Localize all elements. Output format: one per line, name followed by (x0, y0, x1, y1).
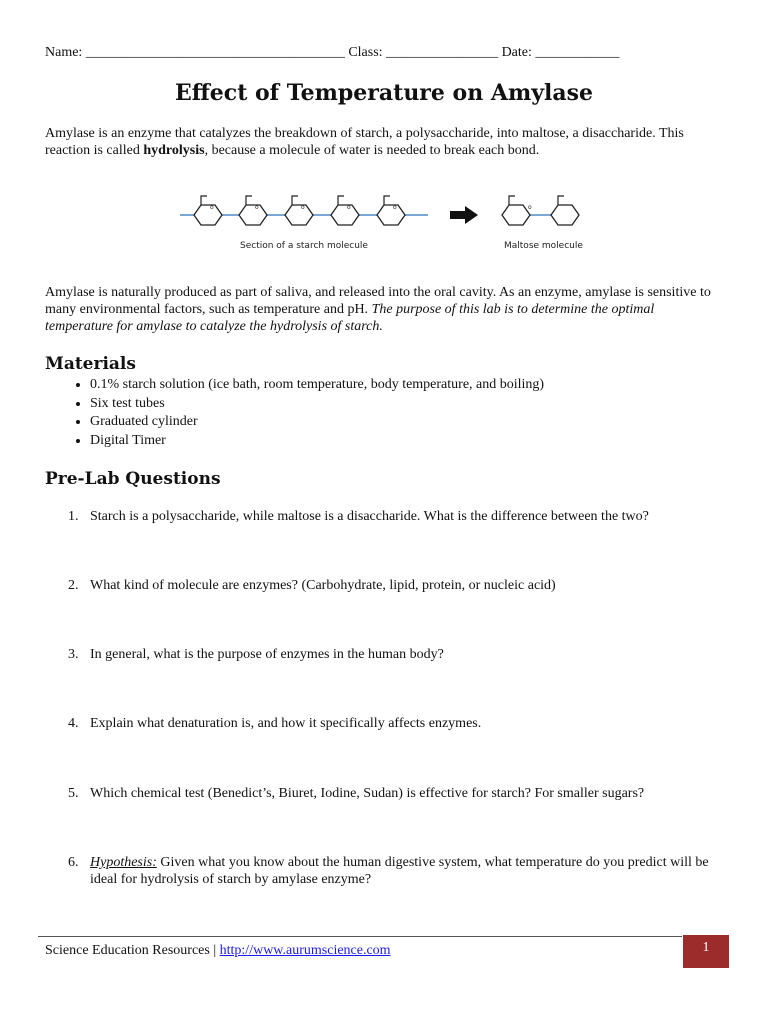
purpose-text: Amylase is naturally produced as part of saliva, and released into the oral cavity. As an enzyme, amylase is sensitive to many environmental factors, such as temperature and pH. (45, 285, 711, 317)
starch-hydrolysis-diagram (175, 188, 595, 258)
starch-ring-4 (331, 205, 359, 225)
footer-link[interactable]: http://www.aurumscience.com (219, 943, 391, 958)
date-field[interactable]: ____________ (535, 45, 620, 60)
maltose-caption: Maltose molecule (504, 241, 583, 251)
question-4: 4. Explain what denaturation is, and how it specifically affects enzymes. (68, 716, 482, 731)
question-2: 2. What kind of molecule are enzymes? (Carbohydrate, lipid, protein, or nucleic acid) (68, 578, 556, 593)
name-label: Name: (45, 45, 83, 60)
svg-text:o: o (301, 204, 305, 211)
class-label: Class: (348, 45, 383, 60)
purpose-paragraph (45, 284, 725, 335)
list-item: • 0.1% starch solution (ice bath, room temperature, body temperature, and boiling) (90, 376, 544, 395)
footer-divider (38, 936, 682, 937)
page-title: Effect of Temperature on Amylase (174, 80, 594, 106)
starch-ring-2 (239, 205, 267, 225)
starch-side-chains (201, 196, 390, 205)
materials-heading: Materials (45, 354, 136, 374)
list-item: • Digital Timer (90, 432, 544, 451)
page-number: 1 (683, 935, 729, 968)
student-info-line (45, 45, 619, 61)
svg-text:o: o (210, 204, 214, 211)
svg-text:o: o (255, 204, 259, 211)
intro-text-1: Amylase is an enzyme that catalyzes the breakdown of starch, a polysaccharide, into maltose, a disaccharide. This reaction is called (45, 126, 684, 158)
question-3: 3. In general, what is the purpose of enzymes in the human body? (68, 647, 444, 662)
question-5: 5. Which chemical test (Benedict’s, Biuret, Iodine, Sudan) is effective for starch? For smaller sugars? (68, 786, 645, 801)
prelab-heading: Pre-Lab Questions (45, 469, 221, 489)
reaction-arrow-icon (450, 206, 478, 224)
svg-text:o: o (393, 204, 397, 211)
intro-paragraph (45, 125, 725, 159)
svg-text:o: o (528, 204, 532, 211)
footer (45, 943, 391, 959)
materials-list (45, 376, 544, 450)
maltose-side-chains (509, 196, 564, 205)
footer-org: Science Education Resources | (45, 943, 220, 958)
svg-text:o: o (347, 204, 351, 211)
question-1: 1. Starch is a polysaccharide, while maltose is a disaccharide. What is the difference between the two? (68, 509, 649, 524)
class-field[interactable]: ________________ (386, 45, 499, 60)
purpose-statement: The purpose of this lab is to determine the optimal temperature for amylase to catalyze the hydrolysis of starch. (45, 302, 655, 334)
starch-ring-3 (285, 205, 313, 225)
name-field[interactable]: _____________________________________ (85, 45, 345, 60)
starch-ring-5 (377, 205, 405, 225)
starch-ring-1 (194, 205, 222, 225)
list-item: • Graduated cylinder (90, 413, 544, 432)
list-item: • Six test tubes (90, 395, 544, 414)
hypothesis-label: Hypothesis: (90, 855, 157, 870)
starch-caption: Section of a starch molecule (240, 241, 368, 251)
date-label: Date: (501, 45, 532, 60)
question-6: 6. Hypothesis: Given what you know about the human digestive system, what temperature do you predict will be ideal for hydrolysis of starch by amylase enzyme? (68, 855, 709, 887)
intro-bold-term: hydrolysis (143, 143, 205, 158)
intro-text-2: , because a molecule of water is needed to break each bond. (204, 143, 540, 158)
